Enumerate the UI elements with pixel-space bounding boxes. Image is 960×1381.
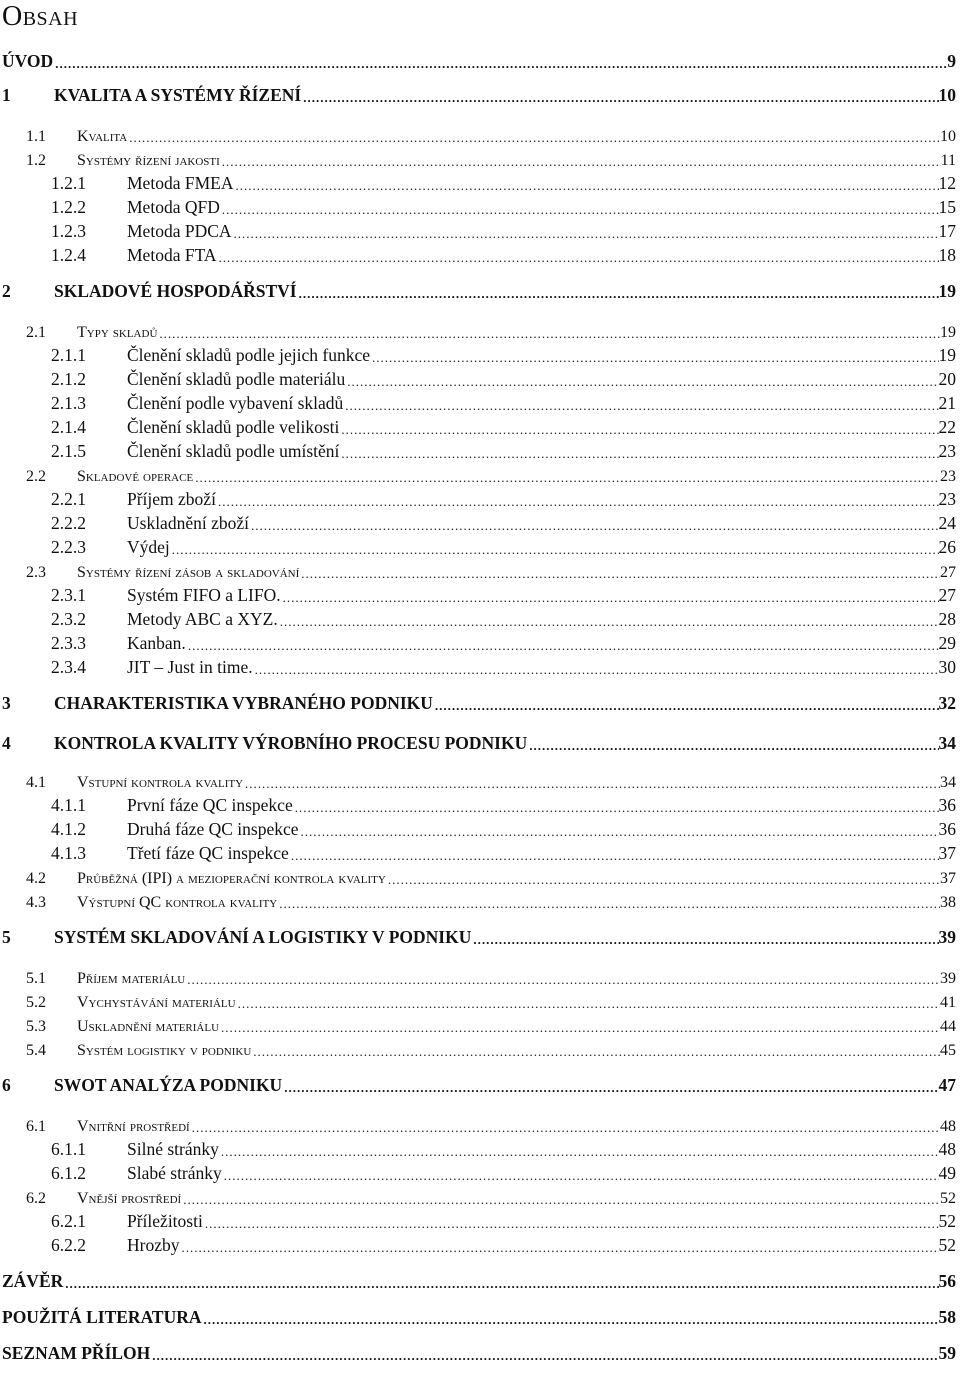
dot-leader [282, 1080, 938, 1096]
toc-entry[interactable] [0, 122, 956, 146]
toc-entry-number: 6.2.2 [51, 1235, 86, 1255]
toc-entry-page: 44 [940, 1018, 956, 1035]
toc-entry-number: 2.3.1 [51, 585, 86, 605]
toc-entry-number: 4.1.3 [51, 843, 86, 863]
dot-leader [53, 56, 947, 72]
toc-entry-label: Členění podle vybavení skladů [127, 393, 344, 413]
toc-entry-page: 29 [938, 633, 956, 653]
toc-entry-page: 34 [940, 774, 956, 791]
toc-entry-label: Uskladnění materiálu [77, 1018, 220, 1035]
toc-entry-page: 23 [938, 489, 956, 509]
toc-entry-number: 2.1.3 [51, 393, 86, 413]
toc-entry[interactable] [0, 1184, 956, 1208]
toc-entry[interactable] [0, 690, 956, 714]
dot-leader [236, 996, 940, 1012]
toc-entry[interactable] [0, 1036, 956, 1060]
toc-entry-label: Metoda FTA [127, 245, 217, 265]
toc-entry-number: 4.3 [26, 894, 46, 911]
toc-entry[interactable] [0, 1160, 956, 1184]
toc-entry-page: 58 [938, 1307, 956, 1327]
toc-entry-number: 3 [2, 693, 11, 713]
toc-entry[interactable] [0, 1208, 956, 1232]
toc-entry[interactable] [0, 1232, 956, 1256]
toc-entry[interactable] [0, 1304, 956, 1328]
toc-entry-page: 56 [938, 1271, 956, 1291]
toc-entry-page: 39 [940, 970, 956, 987]
toc-entry-number: 6.1 [26, 1118, 46, 1135]
toc-entry[interactable] [0, 486, 956, 510]
toc-entry[interactable] [0, 1112, 956, 1136]
toc-entry[interactable] [0, 414, 956, 438]
toc-entry-label: JIT – Just in time. [127, 657, 253, 677]
toc-entry-number: 6 [2, 1075, 11, 1095]
toc-entry-page: 28 [938, 609, 956, 629]
toc-entry-label: Vnější prostředí [77, 1190, 182, 1207]
toc-entry-label: Druhá fáze QC inspekce [127, 819, 299, 839]
toc-entry-label: Slabé stránky [127, 1163, 222, 1183]
toc-entry-number: 2.1.5 [51, 441, 86, 461]
toc-entry-page: 19 [938, 281, 956, 301]
toc-entry-page: 10 [938, 85, 956, 105]
dot-leader [220, 202, 939, 218]
toc-entry-number: 1.2.4 [51, 245, 86, 265]
toc-entry-number: 4.2 [26, 870, 46, 887]
toc-entry-page: 48 [938, 1139, 956, 1159]
toc-entry[interactable] [0, 558, 956, 582]
toc-entry-label: Systémy řízení zásob a skladování [77, 564, 300, 581]
toc-entry-page: 27 [938, 585, 956, 605]
toc-entry[interactable] [0, 318, 956, 342]
toc-entry[interactable] [0, 48, 956, 72]
toc-entry[interactable] [0, 840, 956, 864]
toc-entry-page: 37 [938, 843, 956, 863]
toc-entry-page: 21 [938, 393, 956, 413]
toc-entry-number: 6.2.1 [51, 1211, 86, 1231]
toc-entry-label: Členění skladů podle jejich funkce [127, 345, 370, 365]
toc-entry-page: 47 [938, 1075, 956, 1095]
toc-entry-number: 2.2.3 [51, 537, 86, 557]
toc-entry-number: 2.1 [26, 324, 46, 341]
toc-entry-label: KVALITA A SYSTÉMY ŘÍZENÍ [54, 85, 302, 105]
toc-entry-page: 39 [938, 927, 956, 947]
dot-leader [63, 1276, 938, 1292]
dot-leader [219, 1144, 939, 1160]
toc-entry[interactable] [0, 1340, 956, 1364]
toc-entry[interactable] [0, 1268, 956, 1292]
toc-entry-page: 32 [938, 693, 956, 713]
toc-entry-label: Průběžná (IPI) a mezioperační kontrola kvality [77, 870, 386, 887]
toc-entry-page: 15 [938, 197, 956, 217]
toc-entry[interactable] [0, 194, 956, 218]
dot-leader [527, 738, 938, 754]
toc-entry-page: 23 [938, 441, 956, 461]
toc-entry-page: 23 [940, 468, 956, 485]
toc-entry-label: Vstupní kontrola kvality [77, 774, 244, 791]
toc-entry-number: 5.2 [26, 994, 46, 1011]
dot-leader [471, 932, 938, 948]
toc-entry-number: 4.1 [26, 774, 46, 791]
toc-entry-label: Vnitřní prostředí [77, 1118, 190, 1135]
toc-entry[interactable] [0, 278, 956, 302]
toc-entry-label: Výstupní QC kontrola kvality [77, 894, 278, 911]
toc-entry-page: 34 [938, 733, 956, 753]
toc-entry-page: 52 [938, 1235, 956, 1255]
toc-entry-number: 5.3 [26, 1018, 46, 1035]
dot-leader [193, 470, 940, 486]
dot-leader [345, 374, 938, 390]
toc-entry-label: SEZNAM PŘÍLOH [2, 1343, 151, 1363]
dot-leader [249, 518, 939, 534]
toc-entry-number: 4.1.2 [51, 819, 86, 839]
toc-entry-page: 36 [938, 795, 956, 815]
toc-entry-page: 18 [938, 245, 956, 265]
dot-leader [190, 1120, 940, 1136]
toc-entry-page: 48 [940, 1118, 956, 1135]
toc-entry[interactable] [0, 390, 956, 414]
dot-leader [219, 1020, 940, 1036]
toc-entry-page: 19 [938, 345, 956, 365]
toc-entry[interactable] [0, 366, 956, 390]
toc-entry[interactable] [0, 606, 956, 630]
toc-entry-number: 6.1.1 [51, 1139, 86, 1159]
dot-leader [278, 614, 939, 630]
toc-entry-page: 37 [940, 870, 956, 887]
toc-entry-label: Uskladnění zboží [127, 513, 249, 533]
dot-leader [299, 824, 939, 840]
toc-entry-number: 2.3 [26, 564, 46, 581]
toc-entry-number: 1.2 [26, 152, 46, 169]
toc-entry[interactable] [0, 82, 956, 106]
toc-entry-label: ÚVOD [2, 51, 54, 71]
toc-entry-number: 1 [2, 85, 11, 105]
toc-entry-label: KONTROLA KVALITY VÝROBNÍHO PROCESU PODNIKU [54, 733, 528, 753]
toc-entry[interactable] [0, 730, 956, 754]
toc-entry-number: 2.1.2 [51, 369, 86, 389]
dot-leader [185, 972, 940, 988]
toc-entry[interactable] [0, 218, 956, 242]
dot-leader [203, 1216, 939, 1232]
toc-entry-label: Členění skladů podle velikosti [127, 417, 340, 437]
toc-entry-page: 22 [938, 417, 956, 437]
toc-entry-number: 2.1.4 [51, 417, 86, 437]
toc-entry-label: Systém logistiky v podniku [77, 1042, 252, 1059]
toc-entry-label: SKLADOVÉ HOSPODÁŘSTVÍ [54, 281, 297, 301]
toc-entry-label: ZÁVĚR [2, 1271, 64, 1291]
dot-leader [277, 896, 940, 912]
dot-leader [217, 250, 939, 266]
dot-leader [339, 422, 938, 438]
toc-entry-number: 2.3.3 [51, 633, 86, 653]
toc-entry[interactable] [0, 146, 956, 170]
toc-entry-label: Vychystávání materiálu [77, 994, 236, 1011]
toc-entry-number: 1.2.2 [51, 197, 86, 217]
toc-entry-label: Metoda PDCA [127, 221, 232, 241]
dot-leader [222, 1168, 939, 1184]
toc-entry-number: 6.2 [26, 1190, 46, 1207]
toc-entry[interactable] [0, 462, 956, 486]
toc-entry[interactable] [0, 924, 956, 948]
toc-entry-page: 10 [940, 128, 956, 145]
toc-entry[interactable] [0, 242, 956, 266]
toc-entry-label: Systém FIFO a LIFO. [127, 585, 281, 605]
toc-entry[interactable] [0, 964, 956, 988]
toc-entry-label: Příjem zboží [127, 489, 216, 509]
toc-entry-page: 30 [938, 657, 956, 677]
toc-entry-number: 2.1.1 [51, 345, 86, 365]
dot-leader [202, 1312, 939, 1328]
toc-entry-number: 2.2.1 [51, 489, 86, 509]
toc-entry[interactable] [0, 888, 956, 912]
toc-entry-page: 17 [938, 221, 956, 241]
toc-entry[interactable] [0, 582, 956, 606]
toc-entry-number: 2.3.4 [51, 657, 86, 677]
toc-entry-page: 19 [940, 324, 956, 341]
toc-entry[interactable] [0, 1012, 956, 1036]
toc-entry[interactable] [0, 792, 956, 816]
dot-leader [339, 446, 938, 462]
toc-entry[interactable] [0, 342, 956, 366]
dot-leader [150, 1348, 938, 1364]
dot-leader [186, 638, 939, 654]
toc-entry-number: 5.4 [26, 1042, 46, 1059]
toc-entry-page: 36 [938, 819, 956, 839]
toc-entry-label: Systémy řízení jakosti [77, 152, 220, 169]
toc-entry-number: 2 [2, 281, 11, 301]
toc-entry[interactable] [0, 864, 956, 888]
dot-leader [299, 566, 940, 582]
toc-entry-number: 1.1 [26, 128, 46, 145]
dot-leader [181, 1192, 940, 1208]
toc-entry-page: 52 [938, 1211, 956, 1231]
toc-entry-page: 9 [947, 51, 956, 71]
toc-entry-number: 5 [2, 927, 11, 947]
dot-leader [216, 494, 939, 510]
toc-entry-number: 1.2.3 [51, 221, 86, 241]
toc-entry-label: Příjem materiálu [77, 970, 186, 987]
dot-leader [251, 1044, 940, 1060]
toc-entry-label: Hrozby [127, 1235, 180, 1255]
toc-entry-label: První fáze QC inspekce [127, 795, 293, 815]
toc-entry[interactable] [0, 654, 956, 678]
toc-entry-page: 41 [940, 994, 956, 1011]
dot-leader [170, 542, 939, 558]
toc-entry-page: 20 [938, 369, 956, 389]
dot-leader [243, 776, 940, 792]
toc-entry-number: 2.2.2 [51, 513, 86, 533]
toc-entry-label: SYSTÉM SKLADOVÁNÍ A LOGISTIKY V PODNIKU [54, 927, 472, 947]
toc-entry-label: Členění skladů podle materiálu [127, 369, 346, 389]
toc-entry-label: Příležitosti [127, 1211, 203, 1231]
toc-entry-number: 4.1.1 [51, 795, 86, 815]
toc-entry[interactable] [0, 170, 956, 194]
toc-entry-page: 12 [938, 173, 956, 193]
page-title: Obsah [2, 1, 79, 32]
toc-entry-number: 4 [2, 733, 11, 753]
toc-entry-label: Třetí fáze QC inspekce [127, 843, 289, 863]
toc-entry-label: Metoda QFD [127, 197, 220, 217]
toc-entry-label: Metoda FMEA [127, 173, 234, 193]
dot-leader [289, 848, 939, 864]
toc-entry[interactable] [0, 438, 956, 462]
toc-entry-label: Kanban. [127, 633, 186, 653]
dot-leader [433, 698, 939, 714]
dot-leader [220, 154, 941, 170]
dot-leader [127, 130, 940, 146]
toc-entry[interactable] [0, 768, 956, 792]
toc-entry-page: 26 [938, 537, 956, 557]
toc-entry-label: Výdej [127, 537, 170, 557]
toc-entry[interactable] [0, 1136, 956, 1160]
dot-leader [253, 662, 939, 678]
toc-entry[interactable] [0, 630, 956, 654]
toc-entry-page: 11 [940, 152, 956, 169]
toc-entry-page: 49 [938, 1163, 956, 1183]
toc-entry-label: Silné stránky [127, 1139, 219, 1159]
toc-entry-label: SWOT ANALÝZA PODNIKU [54, 1075, 283, 1095]
dot-leader [293, 800, 939, 816]
toc-entry-number: 5.1 [26, 970, 46, 987]
toc-entry-label: Typy skladů [77, 324, 158, 341]
toc-entry-page: 59 [938, 1343, 956, 1363]
dot-leader [370, 350, 939, 366]
dot-leader [233, 178, 938, 194]
toc-entry-label: CHARAKTERISTIKA VYBRANÉHO PODNIKU [54, 693, 433, 713]
toc-entry[interactable] [0, 1072, 956, 1096]
dot-leader [386, 872, 940, 888]
toc-entry-page: 52 [940, 1190, 956, 1207]
toc-entry-number: 2.2 [26, 468, 46, 485]
toc-entry-label: Skladové operace [77, 468, 194, 485]
toc-entry-label: Členění skladů podle umístění [127, 441, 340, 461]
toc-entry[interactable] [0, 816, 956, 840]
toc-entry-number: 2.3.2 [51, 609, 86, 629]
dot-leader [301, 90, 938, 106]
toc-entry-page: 27 [940, 564, 956, 581]
toc-entry-page: 45 [940, 1042, 956, 1059]
dot-leader [232, 226, 939, 242]
toc-entry-page: 24 [938, 513, 956, 533]
toc-entry-number: 1.2.1 [51, 173, 86, 193]
dot-leader [297, 286, 939, 302]
toc-entry-label: POUŽITÁ LITERATURA [2, 1307, 202, 1327]
toc-entry[interactable] [0, 534, 956, 558]
dot-leader [281, 590, 939, 606]
toc-entry-label: Metody ABC a XYZ. [127, 609, 278, 629]
toc-entry-page: 38 [940, 894, 956, 911]
dot-leader [343, 398, 938, 414]
dot-leader [157, 326, 940, 342]
toc-entry-label: Kvalita [77, 128, 128, 145]
toc-entry[interactable] [0, 988, 956, 1012]
dot-leader [179, 1240, 938, 1256]
toc-entry-number: 6.1.2 [51, 1163, 86, 1183]
toc-entry[interactable] [0, 510, 956, 534]
